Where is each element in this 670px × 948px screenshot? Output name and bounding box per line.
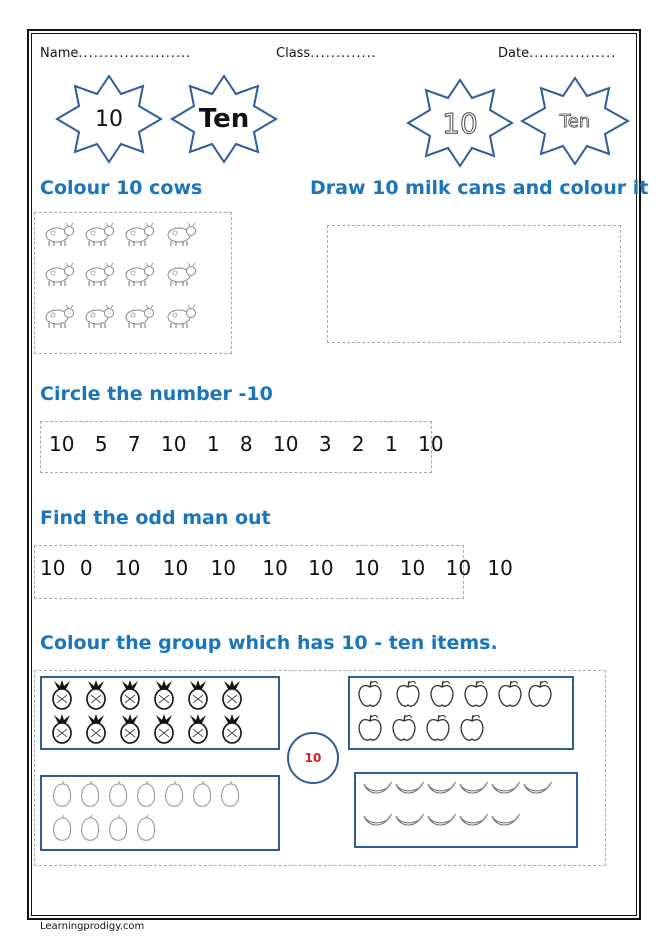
banana-icon <box>490 812 522 830</box>
heading-circle-number: Circle the number -10 <box>40 383 273 405</box>
number-item[interactable]: 10 <box>353 556 380 580</box>
star-word <box>170 74 278 164</box>
class-field[interactable] <box>276 46 377 61</box>
pineapple-icon <box>184 714 212 744</box>
number-item[interactable]: 10 <box>418 432 444 456</box>
mango-icon <box>134 781 158 809</box>
star-trace-numeral <box>406 78 514 168</box>
number-item[interactable]: 10 <box>40 556 66 580</box>
pineapple-icon <box>48 680 76 710</box>
pineapple-icon <box>184 680 212 710</box>
class-label: Class <box>276 46 311 61</box>
heading-draw-cans: Draw 10 milk cans and colour it <box>310 177 649 199</box>
cow-icon <box>121 221 155 247</box>
number-item[interactable]: 10 <box>445 556 472 580</box>
name-field[interactable] <box>40 46 191 61</box>
apple-icon <box>390 714 418 742</box>
pineapple-icon <box>116 680 144 710</box>
pineapple-icon <box>218 680 246 710</box>
pineapple-icon <box>82 714 110 744</box>
cow-icon <box>163 221 197 247</box>
cow-box[interactable] <box>34 212 232 354</box>
banana-icon <box>458 780 490 798</box>
cow-icon <box>81 303 115 329</box>
star-trace-word-text: Ten <box>559 110 591 132</box>
banana-icon <box>394 780 426 798</box>
mango-icon <box>190 781 214 809</box>
banana-icon <box>458 812 490 830</box>
pineapple-icon <box>218 714 246 744</box>
number-item[interactable]: 10 <box>308 556 334 580</box>
mango-icon <box>78 781 102 809</box>
odd-man-row <box>40 556 513 580</box>
number-item[interactable]: 10 <box>162 556 189 580</box>
date-label: Date <box>498 46 530 61</box>
number-item[interactable]: 5 <box>94 432 108 456</box>
mango-group[interactable] <box>40 775 280 851</box>
number-item[interactable]: 10 <box>114 556 141 580</box>
cow-icon <box>81 221 115 247</box>
banana-icon <box>362 780 394 798</box>
pineapple-icon <box>82 680 110 710</box>
star-numeral-text: 10 <box>95 106 123 132</box>
number-item[interactable]: 10 <box>487 556 513 580</box>
name-label: Name <box>40 46 79 61</box>
date-field[interactable] <box>498 46 616 61</box>
number-item[interactable]: 10 <box>273 432 299 456</box>
banana-icon <box>426 812 458 830</box>
apple-icon <box>458 714 486 742</box>
number-item[interactable]: 10 <box>161 432 187 456</box>
apple-icon <box>394 680 422 708</box>
center-badge: 10 <box>287 732 339 784</box>
cow-icon <box>121 261 155 287</box>
number-item[interactable]: 3 <box>318 432 332 456</box>
circle-number-row <box>49 432 444 456</box>
pineapple-group[interactable] <box>40 676 280 750</box>
banana-icon <box>490 780 522 798</box>
pineapple-icon <box>48 714 76 744</box>
star-word-text: Ten <box>198 104 250 134</box>
cow-icon <box>163 303 197 329</box>
banana-icon <box>394 812 426 830</box>
number-item[interactable]: 1 <box>206 432 220 456</box>
heading-colour-cows: Colour 10 cows <box>40 177 203 199</box>
cow-icon <box>41 261 75 287</box>
apple-icon <box>356 714 384 742</box>
star-trace-word <box>520 76 630 166</box>
number-item[interactable]: 7 <box>127 432 141 456</box>
apple-icon <box>496 680 524 708</box>
mango-icon <box>78 815 102 843</box>
banana-icon <box>426 780 458 798</box>
heading-colour-group: Colour the group which has 10 - ten items. <box>40 632 498 654</box>
apple-icon <box>428 680 456 708</box>
mango-icon <box>134 815 158 843</box>
cow-icon <box>81 261 115 287</box>
apple-icon <box>462 680 490 708</box>
date-dots: ................. <box>529 46 617 61</box>
mango-icon <box>50 815 74 843</box>
draw-box[interactable] <box>327 225 621 343</box>
mango-icon <box>162 781 186 809</box>
mango-icon <box>50 781 74 809</box>
apple-icon <box>356 680 384 708</box>
banana-icon <box>522 780 554 798</box>
pineapple-icon <box>150 680 178 710</box>
star-trace-numeral-text: 10 <box>442 106 478 140</box>
heading-odd-man: Find the odd man out <box>40 507 271 529</box>
number-item[interactable]: 0 <box>79 556 93 580</box>
cow-icon <box>41 221 75 247</box>
pineapple-icon <box>150 714 178 744</box>
footer-site: Learningprodigy.com <box>40 921 145 932</box>
mango-icon <box>106 781 130 809</box>
mango-icon <box>218 781 242 809</box>
star-numeral <box>55 74 163 164</box>
number-item[interactable]: 10 <box>399 556 426 580</box>
banana-icon <box>362 812 394 830</box>
name-dots: ...................... <box>78 46 192 61</box>
number-item[interactable]: 10 <box>210 556 236 580</box>
number-item[interactable]: 1 <box>385 432 398 456</box>
cow-icon <box>121 303 155 329</box>
apple-icon <box>424 714 452 742</box>
apple-group[interactable] <box>348 676 574 750</box>
number-item[interactable]: 2 <box>351 432 365 456</box>
banana-group[interactable] <box>354 772 578 848</box>
cow-icon <box>41 303 75 329</box>
number-item[interactable]: 10 <box>262 556 288 580</box>
class-dots: ............. <box>310 46 377 61</box>
pineapple-icon <box>116 714 144 744</box>
mango-icon <box>106 815 130 843</box>
number-item[interactable]: 10 <box>49 432 75 456</box>
apple-icon <box>526 680 554 708</box>
number-item[interactable]: 8 <box>239 432 253 456</box>
cow-icon <box>163 261 197 287</box>
